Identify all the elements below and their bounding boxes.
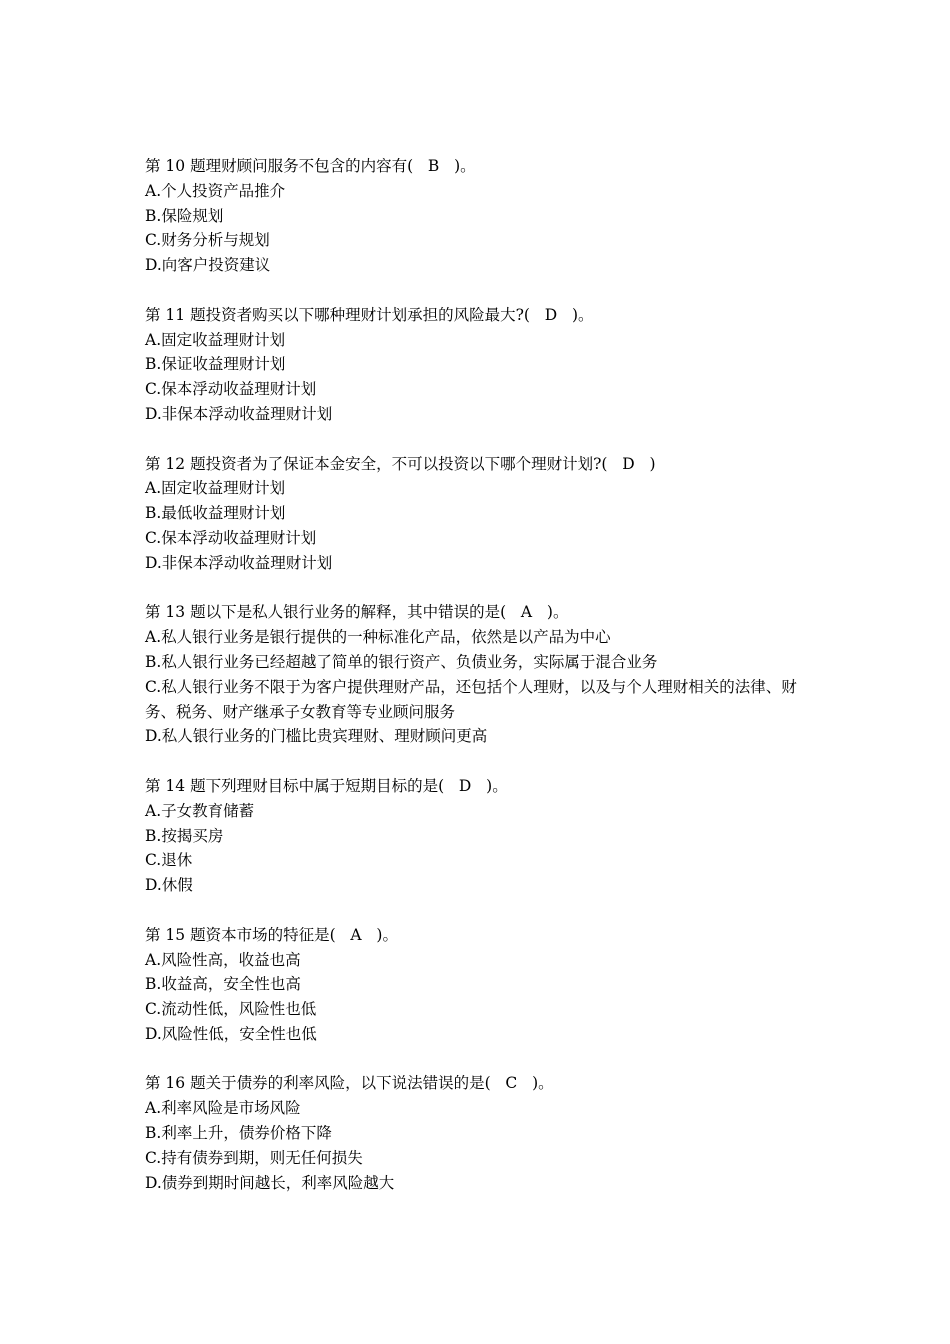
question-text: 第 10 题理财顾问服务不包含的内容有(	[145, 157, 414, 175]
question-text: 第 16 题关于债券的利率风险，以下说法错误的是(	[145, 1074, 491, 1093]
question-12	[145, 452, 825, 576]
option-a: A.风险性高，收益也高	[145, 950, 301, 969]
question-stem	[145, 774, 825, 799]
question-16	[145, 1071, 825, 1195]
option-a: A.固定收益理财计划	[145, 479, 286, 498]
question-text-end: )。	[546, 603, 569, 622]
option-d: D.非保本浮动收益理财计划	[145, 553, 333, 572]
question-13	[145, 600, 825, 749]
question-text-end: )。	[486, 776, 508, 795]
option-a: A.私人银行业务是银行提供的一种标准化产品，依然是以产品为中心	[145, 628, 611, 647]
option-a: A.固定收益理财计划	[145, 330, 286, 349]
option-c: C.私人银行业务不限于为客户提供理财产品，还包括个人理财，以及与个人理财相关的法律、财务、税务、财产继承子女教育等专业顾问服务	[145, 677, 797, 721]
option-d: D.债券到期时间越长，利率风险越大	[145, 1173, 395, 1192]
answer-letter: A	[520, 603, 533, 622]
option-a: A.子女教育储蓄	[145, 801, 255, 820]
question-text-end: )	[649, 454, 656, 473]
option-b: B.最低收益理财计划	[145, 504, 286, 523]
option-a: A.个人投资产品推介	[145, 181, 286, 200]
option-d: D.风险性低，安全性也低	[145, 1024, 317, 1043]
question-stem	[145, 452, 825, 477]
question-text: 第 12 题投资者为了保证本金安全，不可以投资以下哪个理财计划?(	[145, 454, 608, 473]
question-text-end: )。	[532, 1074, 554, 1093]
question-text: 第 11 题投资者购买以下哪种理财计划承担的风险最大?(	[145, 305, 530, 324]
question-text-end: )。	[454, 157, 476, 175]
option-b: B.保险规划	[145, 206, 224, 225]
option-c: C.财务分析与规划	[145, 231, 270, 250]
answer-letter: B	[427, 157, 440, 175]
question-stem	[145, 154, 825, 179]
option-d: D.向客户投资建议	[145, 256, 271, 275]
question-stem	[145, 1071, 825, 1096]
answer-letter: A	[350, 925, 362, 944]
answer-letter: D	[458, 776, 472, 795]
option-b: B.收益高，安全性也高	[145, 975, 301, 994]
option-d: D.休假	[145, 876, 193, 895]
question-text: 第 14 题下列理财目标中属于短期目标的是(	[145, 776, 445, 795]
option-a: A.利率风险是市场风险	[145, 1099, 301, 1118]
answer-letter: C	[505, 1074, 518, 1093]
option-c: C.保本浮动收益理财计划	[145, 380, 317, 399]
question-text: 第 13 题以下是私人银行业务的解释，其中错误的是(	[145, 603, 507, 622]
option-d: D.私人银行业务的门槛比贵宾理财、理财顾问更高	[145, 727, 488, 746]
question-stem	[145, 600, 825, 625]
question-text-end: )。	[376, 925, 398, 944]
option-c: C.保本浮动收益理财计划	[145, 528, 317, 547]
question-stem	[145, 303, 825, 328]
answer-letter: D	[622, 454, 635, 473]
question-11	[145, 303, 825, 427]
option-d: D.非保本浮动收益理财计划	[145, 404, 333, 423]
question-text: 第 15 题资本市场的特征是(	[145, 925, 336, 944]
answer-letter: D	[544, 305, 558, 324]
question-15	[145, 923, 825, 1047]
option-b: B.按揭买房	[145, 826, 224, 845]
option-c: C.退休	[145, 851, 193, 870]
question-14	[145, 774, 825, 898]
question-10	[145, 154, 825, 278]
option-c: C.持有债券到期，则无任何损失	[145, 1148, 363, 1167]
document-body	[145, 154, 825, 1220]
option-b: B.私人银行业务已经超越了简单的银行资产、负债业务，实际属于混合业务	[145, 652, 658, 671]
question-text-end: )。	[571, 305, 594, 324]
option-c: C.流动性低，风险性也低	[145, 1000, 317, 1019]
question-stem	[145, 923, 825, 948]
option-b: B.保证收益理财计划	[145, 355, 286, 374]
option-b: B.利率上升，债券价格下降	[145, 1124, 332, 1143]
